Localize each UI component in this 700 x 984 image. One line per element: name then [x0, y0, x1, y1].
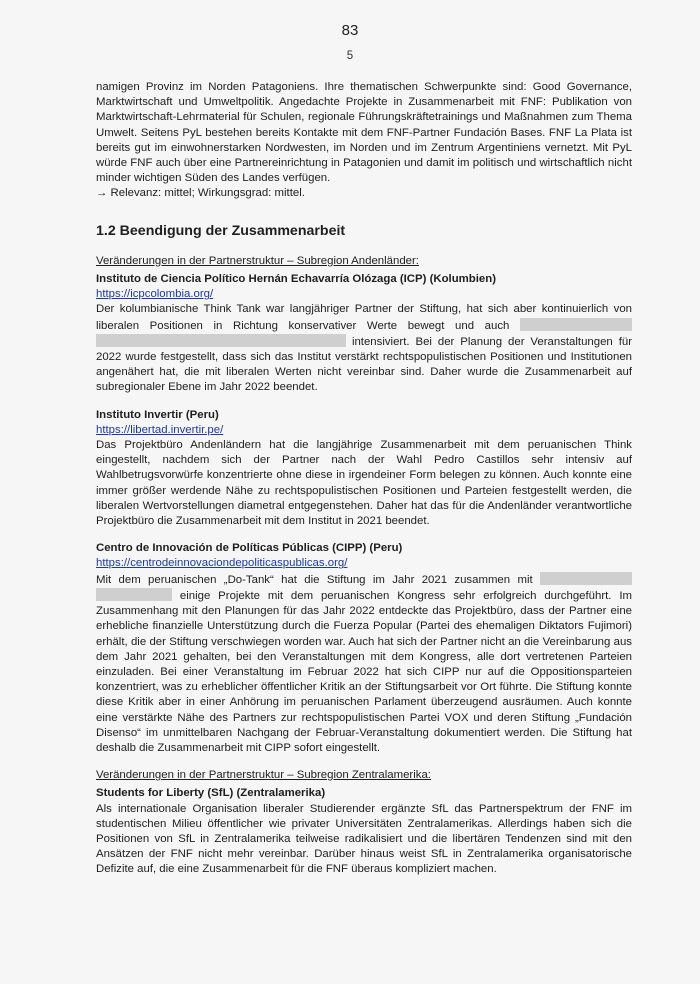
- invertir-link[interactable]: https://libertad.invertir.pe/: [96, 423, 224, 436]
- subregion-andes-heading: Veränderungen in der Partnerstruktur – Subregion Andenländer:: [96, 254, 419, 267]
- cipp-text: [96, 572, 632, 756]
- invertir-text: Das Projektbüro Andenländern hat die langjährige Zusammenarbeit mit dem peruanischen Think eingestellt, nachdem sich der Partner nach der Wahl Pedro Castillos sehr intensiv auf Wahlbetrugsvorwürfe konzentrierte ohne diese in irgendeiner Form belegen zu können. Auch konnte eine immer größer werdende Nähe zu rechtspopulistischen Positionen und Parteien festgestellt werden, die liberalen Wertvorstellungen diametral entgegenstehen. Daher hat das für die Andenländer verantwortliche Projektbüro die Zusammenarbeit mit dem Institut in 2021 beendet.: [96, 439, 632, 528]
- redaction-box: [520, 318, 632, 331]
- sfl-text: Als internationale Organisation liberaler Studierender ergänzte SfL das Partnerspektrum der FNF im studentischen Milieu öffentlicher wie privater Universitäten Zentralamerikas. Allerdings haben sich die Positionen von SfL in Zentralamerika teilweise radikalisiert und die libertären Tendenzen sind mit den Ansätzen der FNF nicht mehr vereinbar. Darüber hinaus weist SfL in Zentralamerika organisatorische Defizite auf, die eine Zusammenarbeit für die FNF überaus kompliziert machen.: [96, 802, 632, 876]
- cipp-title: Centro de Innovación de Políticas Públicas (CIPP) (Peru): [96, 542, 403, 555]
- section-title: 1.2 Beendigung der Zusammenarbeit: [96, 222, 346, 239]
- cipp-text-a: Mit dem peruanischen „Do-Tank“ hat die Stiftung im Jahr 2021 zusammen mit: [96, 573, 533, 586]
- redaction-box: [96, 334, 346, 347]
- page-number-sub: 5: [346, 50, 354, 62]
- sfl-title: Students for Liberty (SfL) (Zentralamerika): [96, 787, 326, 800]
- subregion-central-heading: Veränderungen in der Partnerstruktur – Subregion Zentralamerika:: [96, 769, 431, 782]
- invertir-entry: [96, 408, 632, 530]
- cipp-entry: [96, 541, 632, 756]
- icp-text: [96, 302, 632, 395]
- icp-link[interactable]: https://icpcolombia.org/: [96, 288, 214, 301]
- cipp-link[interactable]: https://centrodeinnovaciondepoliticaspublicas.org/: [96, 557, 348, 570]
- icp-title: Instituto de Ciencia Político Hernán Echavarría Olózaga (ICP) (Kolumbien): [96, 273, 497, 286]
- invertir-title: Instituto Invertir (Peru): [96, 408, 219, 421]
- page-number-top: 83: [341, 22, 359, 39]
- icp-text-a: Der kolumbianische Think Tank war langjähriger Partner der Stiftung, hat sich aber kontinuierlich von liberalen Positionen in Richtung konservativer Werte bewegt und auch: [96, 303, 632, 332]
- redaction-box: [540, 572, 632, 585]
- cipp-text-b: einige Projekte mit dem peruanischen Kongress sehr erfolgreich durchgeführt. Im Zusammenhang mit den Planungen für das Jahr 2022 entdeckte das Projektbüro, dass der Partner eine erhebliche finanzielle Unterstützung durch die Fuerza Popular (Partei des ehemaligen Diktators Fujimori) erhält, die der Stiftung verschwiegen worden war. Auch hat sich der Partner nicht an die Vereinbarung aus dem Jahr 2021 gehalten, bei den Veranstaltungen mit dem Kongress, alle dort vertretenen Parteien einzuladen. Bei einer Veranstaltung im Februar 2022 hat sich CIPP nur auf die Oppositionsparteien konzentriert, was zu erheblicher öffentlicher Kritik an der Stiftungsarbeit vor Ort führte. Die Stiftung konnte diese Kritik aber in einer Anhörung im peruanischen Parlament überzeugend ausräumen. Auch konnte eine verstärkte Nähe des Partners zur rechtspopulistischen Partei VOX und deren Stiftung „Fundación Disenso“ im unmittelbaren Nachgang der Februar-Veranstaltung dokumentiert werden. Die Stiftung hat deshalb die Zusammenarbeit mit CIPP sofort eingestellt.: [96, 589, 632, 754]
- relevance-line: → Relevanz: mittel; Wirkungsgrad: mittel.: [96, 187, 305, 200]
- icp-text-b: intensiviert. Bei der Planung der Veranstaltungen für 2022 wurde festgestellt, dass sich das Institut verstärkt rechtspopulistischen Positionen und Institutionen angenähert hat, die mit liberalen Werten nicht vereinbar sind. Daher wurde die Zusammenarbeit auf subregionaler Ebene im Jahr 2022 beendet.: [96, 335, 632, 394]
- icp-entry: [96, 272, 632, 396]
- page-content: [96, 80, 632, 878]
- sfl-entry: [96, 786, 632, 877]
- redaction-box: [96, 588, 172, 601]
- intro-paragraph: namigen Provinz im Norden Patagoniens. Ihre thematischen Schwerpunkte sind: Good Governance, Marktwirtschaft und Umweltpolitik. Angedachte Projekte in Zusammenarbeit mit FNF: Publikation von Marktwirtschaft-Lehrmaterial für Schulen, regionale Führungskräftetrainings und Maßnahmen zum Thema Umwelt. Seitens PyL bestehen bereits Kontakte mit dem FNF-Partner Fundación Bases. FNF La Plata ist bereits gut im einwohnerstarken Nordwesten, im Norden und im Zentrum Argentiniens vernetzt. Mit PyL würde FNF auch über eine Partnereinrichtung in Patagonien und damit im politisch und wirtschaftlich nicht minder wichtigen Süden des Landes verfügen.: [96, 81, 632, 185]
